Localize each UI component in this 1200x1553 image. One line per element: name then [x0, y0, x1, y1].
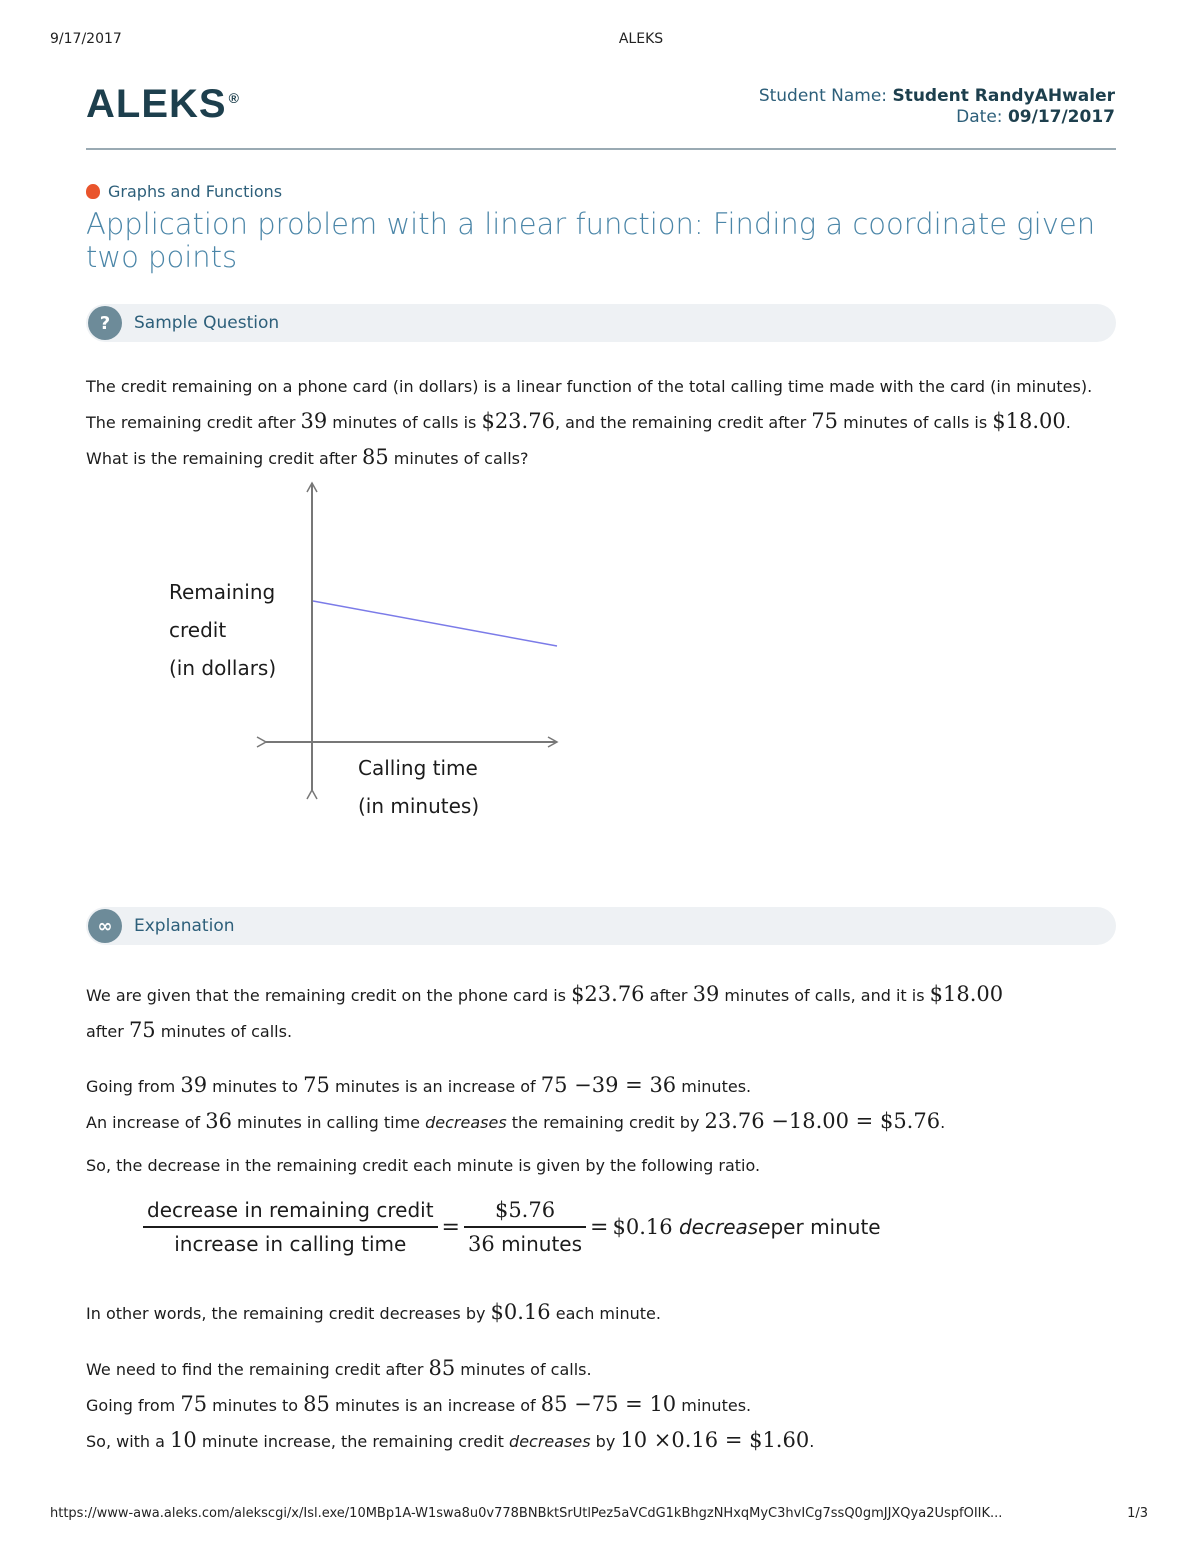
question-icon: ? — [88, 306, 122, 340]
page-number: 1/3 — [1127, 1506, 1148, 1521]
explanation-p3: So, the decrease in the remaining credit each minute is given by the following ratio. — [86, 1156, 761, 1175]
print-date: 9/17/2017 — [50, 31, 122, 47]
math-value: $18.00 — [992, 409, 1066, 433]
student-info — [759, 86, 1115, 128]
rate-value: $0.16 — [612, 1215, 673, 1239]
explanation-p4: In other words, the remaining credit decreases by $0.16 each minute. — [86, 1300, 661, 1324]
rate-direction: decrease — [678, 1215, 771, 1239]
date-value: 09/17/2017 — [1007, 107, 1115, 127]
math-value: $23.76 — [481, 409, 555, 433]
date-label: Date: — [956, 107, 1003, 127]
aleks-logo — [86, 82, 240, 127]
print-title: ALEKS — [618, 31, 664, 47]
explanation-p5: We need to find the remaining credit after 85 minutes of calls. Going from 75 minutes to 85 minutes is an increase of 85 −75 = 10 minutes. So, with a 10 minute increase, the remaining credit decreases by 10 ×0.16 = $1.60. — [86, 1356, 815, 1452]
explanation-label: Explanation — [134, 916, 235, 936]
function-line — [313, 601, 557, 646]
math-value: 85 — [361, 445, 389, 469]
header-divider — [86, 148, 1116, 150]
ratio-equation — [143, 1198, 881, 1256]
math-value: 39 — [300, 409, 328, 433]
rate-tail: per minute — [770, 1215, 881, 1239]
infinity-icon: ∞ — [88, 909, 122, 943]
explanation-p2: Going from 39 minutes to 75 minutes is an increase of 75 −39 = 36 minutes. An increase of 36 minutes in calling time decreases the remaining credit by 23.76 −18.00 = $5.76. — [86, 1073, 946, 1133]
word-fraction-denominator: increase in calling time — [143, 1226, 438, 1256]
student-name-value: Student RandyAHwaler — [892, 86, 1115, 106]
equals-sign: = — [590, 1214, 609, 1240]
explanation-p1: We are given that the remaining credit on the phone card is $23.76 after 39 minutes of calls, and it is $18.00 after 75 minutes of calls. — [86, 982, 1004, 1042]
logo-mark: ® — [228, 89, 240, 106]
value-fraction-numerator: $5.76 — [494, 1198, 556, 1222]
math-value: 75 — [811, 409, 839, 433]
category-label: Graphs and Functions — [108, 182, 283, 201]
value-fraction-denominator: 36 minutes — [464, 1226, 586, 1256]
word-fraction — [143, 1198, 438, 1256]
y-axis-label-3: (in dollars) — [169, 656, 277, 680]
topic-title: Application problem with a linear function: Finding a coordinate given two points — [86, 207, 1096, 274]
question-text: The credit remaining on a phone card (in dollars) is a linear function of the total calling time made with the card (in minutes). The remaining credit after 39 minutes of calls is $23.76, and the remaining credit after 75 minutes of calls is $18.00. What is the remaining credit after 85 minutes of calls? — [86, 377, 1093, 469]
footer-url: https://www-awa.aleks.com/alekscgi/x/Isl.exe/10MBp1A-W1swa8u0v778BNBktSrUtlPez5aVCdG1kBhgzNHxqMyC3hvICg7ssQ0gmJJXQya2UspfOIIK... — [50, 1506, 1003, 1521]
y-axis-label-1: Remaining — [169, 580, 276, 604]
y-axis-label-2: credit — [169, 618, 227, 642]
student-name-label: Student Name: — [758, 86, 888, 106]
x-axis-label-1: Calling time — [358, 756, 478, 780]
sample-question-label: Sample Question — [134, 313, 280, 333]
word-fraction-numerator: decrease in remaining credit — [147, 1198, 434, 1222]
x-axis-label-2: (in minutes) — [358, 794, 480, 818]
sample-question-bar — [86, 304, 1116, 342]
equals-sign: = — [441, 1214, 460, 1240]
value-fraction — [464, 1198, 586, 1256]
hexagon-icon — [86, 184, 100, 199]
explanation-bar — [86, 907, 1116, 945]
logo-text: ALEKS — [86, 82, 227, 126]
linear-graph — [150, 475, 580, 835]
category — [86, 182, 282, 201]
